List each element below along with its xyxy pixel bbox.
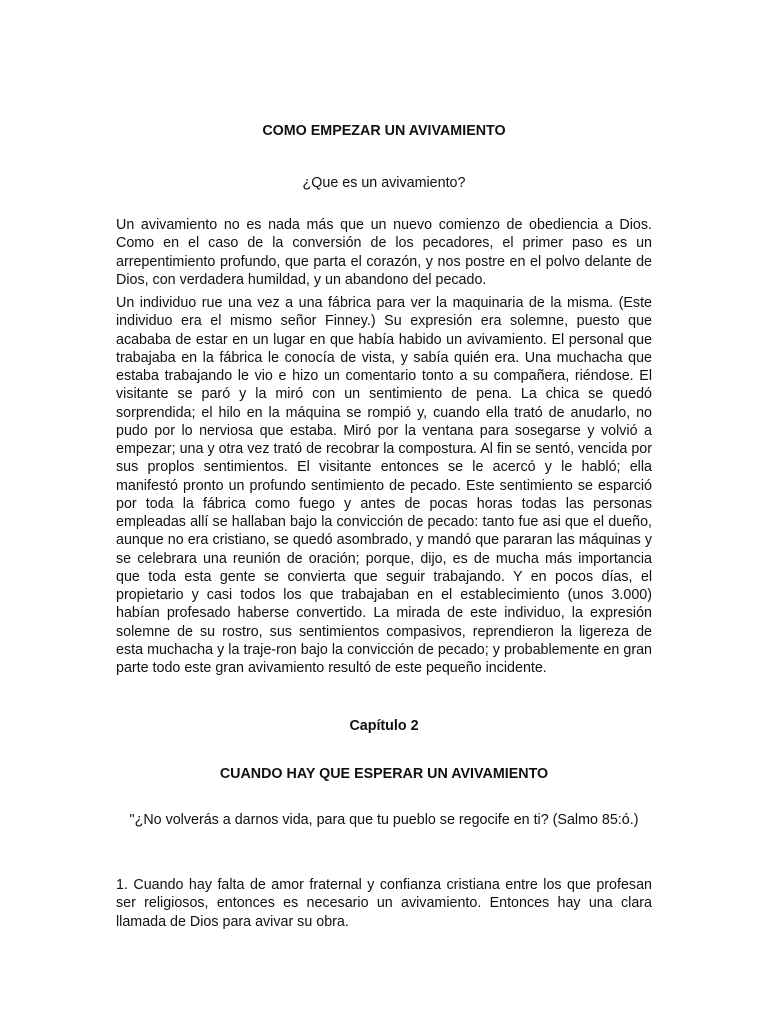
chapter-title: CUANDO HAY QUE ESPERAR UN AVIVAMIENTO	[219, 766, 549, 782]
paragraph-story: Un individuo rue una vez a una fábrica para ver la maquinaria de la misma. (Este individuo era el mismo señor Finney.) Su expresión era solemne, puesto que acababa de estar en un lugar en que había habido un avivamiento. El personal que trabajaba en la fábrica le conocía de vista, y sabía quién era. Una muchacha que estaba trabajando le vio e hizo un comentario tonto a su compañera, riéndose. El visitante se paró y la miró con un sentimiento de pena. La chica se quedó sorprendida; el hilo en la máquina se rompió y, cuando ella trató de anudarlo, no pudo por lo nerviosa que estaba. Miró por la ventana para sosegarse y volvió a empezar; una y otra vez trató de recobrar la compostura. Al fin se sentó, vencida por sus proplos sentimientos. El visitante entonces se le acercó y le habló; ella manifestó pronto un profundo sentimiento de pecado. Este sentimiento se esparció por toda la fábrica como fuego y antes de pocas horas todas las personas empleadas allí se hallaban bajo la convicción de pecado: tanto fue asi que el dueño, aunque no era cristiano, se quedó asombrado, y mandó que pararan las máquinas y se celebrara una reunión de oración; porque, dijo, es de mucha más importancia que toda esta gente se convierta que seguir trabajando. Y en pocos días, el propietario y casi todos los que trabajaban en el establecimiento (unos 3.000) habían profesado haberse convertido. La mirada de este individuo, la expresión solemne de su rostro, sus sentimientos compasivos, reprendieron la ligereza de esta muchacha y la traje-ron bajo la convicción de pecado; y probablemente en gran parte todo este gran avivamiento resultó de este pequeño incidente.	[116, 295, 652, 676]
chapter-heading: Capítulo 2	[349, 718, 419, 734]
document-title: COMO EMPEZAR UN AVIVAMIENTO	[262, 123, 506, 139]
scripture-quote: "¿No volverás a darnos vida, para que tu pueblo se regocife en ti? (Salmo 85:ó.)	[129, 812, 639, 828]
paragraph-intro: Un avivamiento no es nada más que un nuevo comienzo de obediencia a Dios. Como en el caso de la conversión de los pecadores, el primer paso es un arrepentimiento profundo, que parta el corazón, y nos postre en el polvo delante de Dios, con verdadera humildad, y un abandono del pecado.	[116, 217, 652, 288]
paragraph-point-1: 1. Cuando hay falta de amor fraternal y confianza cristiana entre los que profesan ser religiosos, entonces es necesario un avivamiento. Entonces hay una clara llamada de Dios para avivar su obra.	[116, 877, 652, 930]
section-question: ¿Que es un avivamiento?	[302, 175, 466, 191]
